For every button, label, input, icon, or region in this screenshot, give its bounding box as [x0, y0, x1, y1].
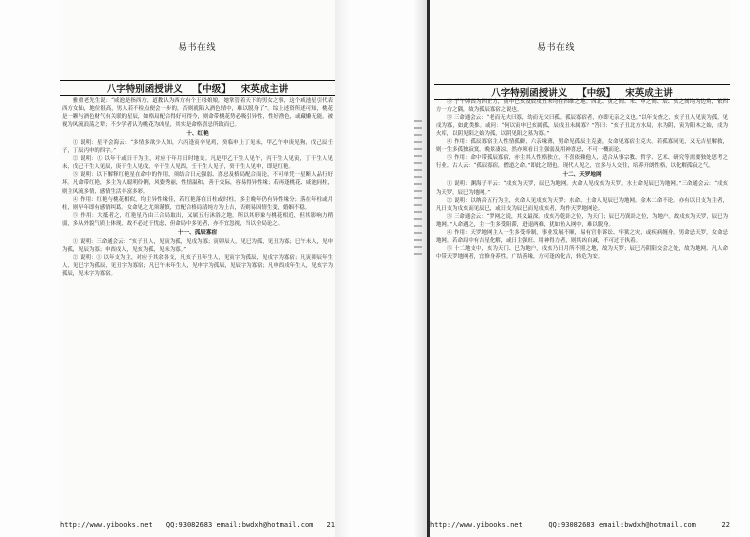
left-body-text [62, 97, 333, 505]
body-paragraph: ⑤ 十二地支中，亥为天门、巳为地户，戌亥乃日月所不照之地，故为天罗；辰巳乃阴阳交会之处，故为地网。凡人命中带天罗地网者，宜修身养性，广结善缘，方可逢凶化吉，转危为安。 [436, 245, 728, 260]
body-paragraph: ⑤ 作用：大抵者之，红艳星乃由三合局取出，又属五行沐浴之地，所以其形象与桃花相近，但其影响力稍弱，多从外貌气质上体现，故不必过于忧虑，但命局中多见者，亦不宜忽视，当以全局论之。 [62, 212, 333, 227]
body-paragraph: ③ 子午卯酉为四正方，寅申巳亥及辰戌丑未均在四维之地。西北、寅之间、未、申之间、辰、亥之间均为边角，依四方一方之隅，故为孤辰寡宿之说也。 [436, 99, 728, 114]
section-heading: 十、红艳 [186, 131, 209, 138]
left-title: 八字特别函授讲义 [106, 84, 183, 95]
right-footer [430, 521, 730, 529]
right-site-header: 易书在线 [537, 43, 576, 53]
body-paragraph: ② 说明：① 以年干或日干为主，对应于年月日时地支。凡是甲乙干生人见午，丙干生人见寅，丁干生人见未，戊己干生人见辰，庚干生人见戌，辛干生人见酉，壬干生人见子，癸干生人见申，即是红艳。 [62, 156, 333, 171]
left-author: 宋英成主讲 [240, 84, 289, 95]
body-paragraph: ④ 作用：天罗地网主人一生多受牵制，事业发展不顺，易有官非诉讼、牢狱之灾，或疾病缠身。男命忌天罗，女命忌地网。若命局中有吉星化解，或日主强旺、用神得力者，则其凶自减，不可过于执着。 [436, 229, 728, 244]
body-paragraph: ② 说明：以纳音五行为主，火命人见戌亥为天罗；水命、土命人见辰巳为地网。金木二命不论。亦有以日支为主者，凡日支为戌亥而见辰巳，或日支为辰巳而见戌亥者，均作天罗地网论。 [436, 197, 728, 212]
right-author: 宋英成主讲 [625, 88, 673, 99]
gutter-shadow-left [335, 0, 353, 537]
right-level: 【中级】 [577, 88, 616, 99]
left-level: 【中级】 [192, 84, 231, 95]
left-title-bar [60, 80, 335, 96]
body-paragraph: ③ 说明：以下解释红艳星在命中的作用，须结合日元强弱、喜忌及格局配合而论，不可单凭一星断人品行好坏。凡命带红艳，多主为人聪明伶俐，风姿秀丽，性情温和，善于交际，容易得异性缘；若再逢桃花、咸池同柱，则主风流多情，感情生活丰富多彩。 [62, 172, 333, 195]
body-paragraph: ② 说明：① 以年支为主，对应于其余各支，凡亥子丑年生人，见寅字为孤辰，见戌字为寡宿；凡寅卯辰年生人，见巳字为孤辰，见丑字为寡宿；凡巳午未年生人，见申字为孤辰，见辰字为寡宿；凡申酉戌年生人，见亥字为孤辰，见未字为寡宿。 [62, 254, 333, 277]
right-footer-url: http://www.yibooks.net [430, 521, 523, 529]
right-body-text [436, 98, 728, 505]
body-paragraph: ① 说明：星平会海云：“多情多欲少人知，六丙逢寅辛见鸡，癸临申上丁见未，甲乙午申庚见狗，戊己辰壬子，丁辰丙申的四字。” [62, 140, 333, 155]
left-page [60, 0, 335, 537]
body-paragraph: ④ 作用：红艳与桃花相似，均主异性缘佳，若红艳落在日柱或时柱，多主晚年仍有异性缘分；落在年柱或月柱，则早年即有感情纠葛。女命见之尤须谨慎，宜配合格局清纯方为上吉，否则易因情生变，婚姻不稳。 [62, 196, 333, 211]
right-title: 八字特别函授讲义 [491, 88, 568, 99]
right-page [430, 0, 730, 537]
left-footer-contact: QQ:93082683 email:bwdxh@hotmail.com [165, 521, 314, 529]
body-paragraph: ④ 作用：孤辰寡宿主人性情孤僻，六亲缘薄，男命见孤辰主克妻，女命见寡宿主克夫。若孤寡同见，又无吉星解救，则一生多孤独寂寞，晚景凄凉。然亦须看日主强弱及用神喜忌，不可一概而论。 [436, 139, 728, 154]
body-paragraph: ③ 三命通会云：“老而无夫曰寡，幼而无父曰孤。孤辰寡宿者，亦即无亲之义也。”以年支查之，亥子丑人见寅为孤，见戌为寡，如此类推。或问：“何以寅申巳亥属孤，辰戌丑未属寡？”答曰：“亥子丑北方水局，水为阴，寅为阳木之始，戌为火库，以阴见阳之始为孤，以阴见阳之墓为寡。” [436, 115, 728, 138]
body-paragraph: ⑤ 作用：命中带孤辰寡宿，亦主其人性格独立，不喜依赖他人，适合从事宗教、哲学、艺术、研究等需要独处思考之行业。古人云：“孤辰寡宿，僧道之命。”即此之谓也。现代人见之，宜多与人交往，培养开朗性格，以化解孤寂之气。 [436, 155, 728, 170]
left-footer-url: http://www.yibooks.net [60, 521, 153, 529]
left-site-header: 易书在线 [178, 43, 217, 53]
section-heading: 十一、孤辰寡宿 [177, 229, 218, 236]
right-page-number: 22 [721, 521, 730, 529]
section-heading: 十二、天罗地网 [562, 172, 602, 179]
body-paragraph: 雅重老先生说：“咸池是指西方，道教认为西方有个王母娘娘，她掌管着天下的男女之事，这个咸池星引代表西方女仙，地位很高，男人若不检点便会一步的，否则就陷入酒色情中，难以脱身了”。综上述资所述可知，桃花是一颗与酒色财气有关联的星辰，如格局配合得好可得今，则命带桃花势必吸引异性，性好渔色，或藏懒无能，被视为风流浪荡之辈；不少学者认为桃花为凶星，其实是命格喜忌所致而已。 [62, 98, 333, 129]
body-paragraph: ③ 三命通会云：“罗网之说，其义最深。戌亥乃乾卦之位，为天门；辰巳乃巽卦之位，为地户。故戌亥为天罗，辰巳为地网。”人命遇之，主一生多受阻滞，进退两难，犹如鱼入网中，难以脱身。 [436, 213, 728, 228]
right-footer-contact: QQ:93082683 email:bwdxh@hotmail.com [548, 521, 696, 529]
left-footer [60, 521, 335, 529]
spine-binding-marks [414, 120, 422, 260]
body-paragraph: ① 说明：三命通会云：“亥子丑人，见寅为孤，见戌为寡；寅卯辰人，见巳为孤，见丑为寡；巳午未人，见申为孤，见辰为寡；申酉戌人，见亥为孤，见未为寡。” [62, 238, 333, 253]
left-page-number: 21 [326, 521, 335, 529]
body-paragraph: ① 说明：渊海子平云：“戌亥为天罗，辰巳为地网。火命人见戌亥为天罗，水土命见辰巳为地网。”三命通会云：“戌亥为天罗，辰巳为地网。” [436, 181, 728, 196]
